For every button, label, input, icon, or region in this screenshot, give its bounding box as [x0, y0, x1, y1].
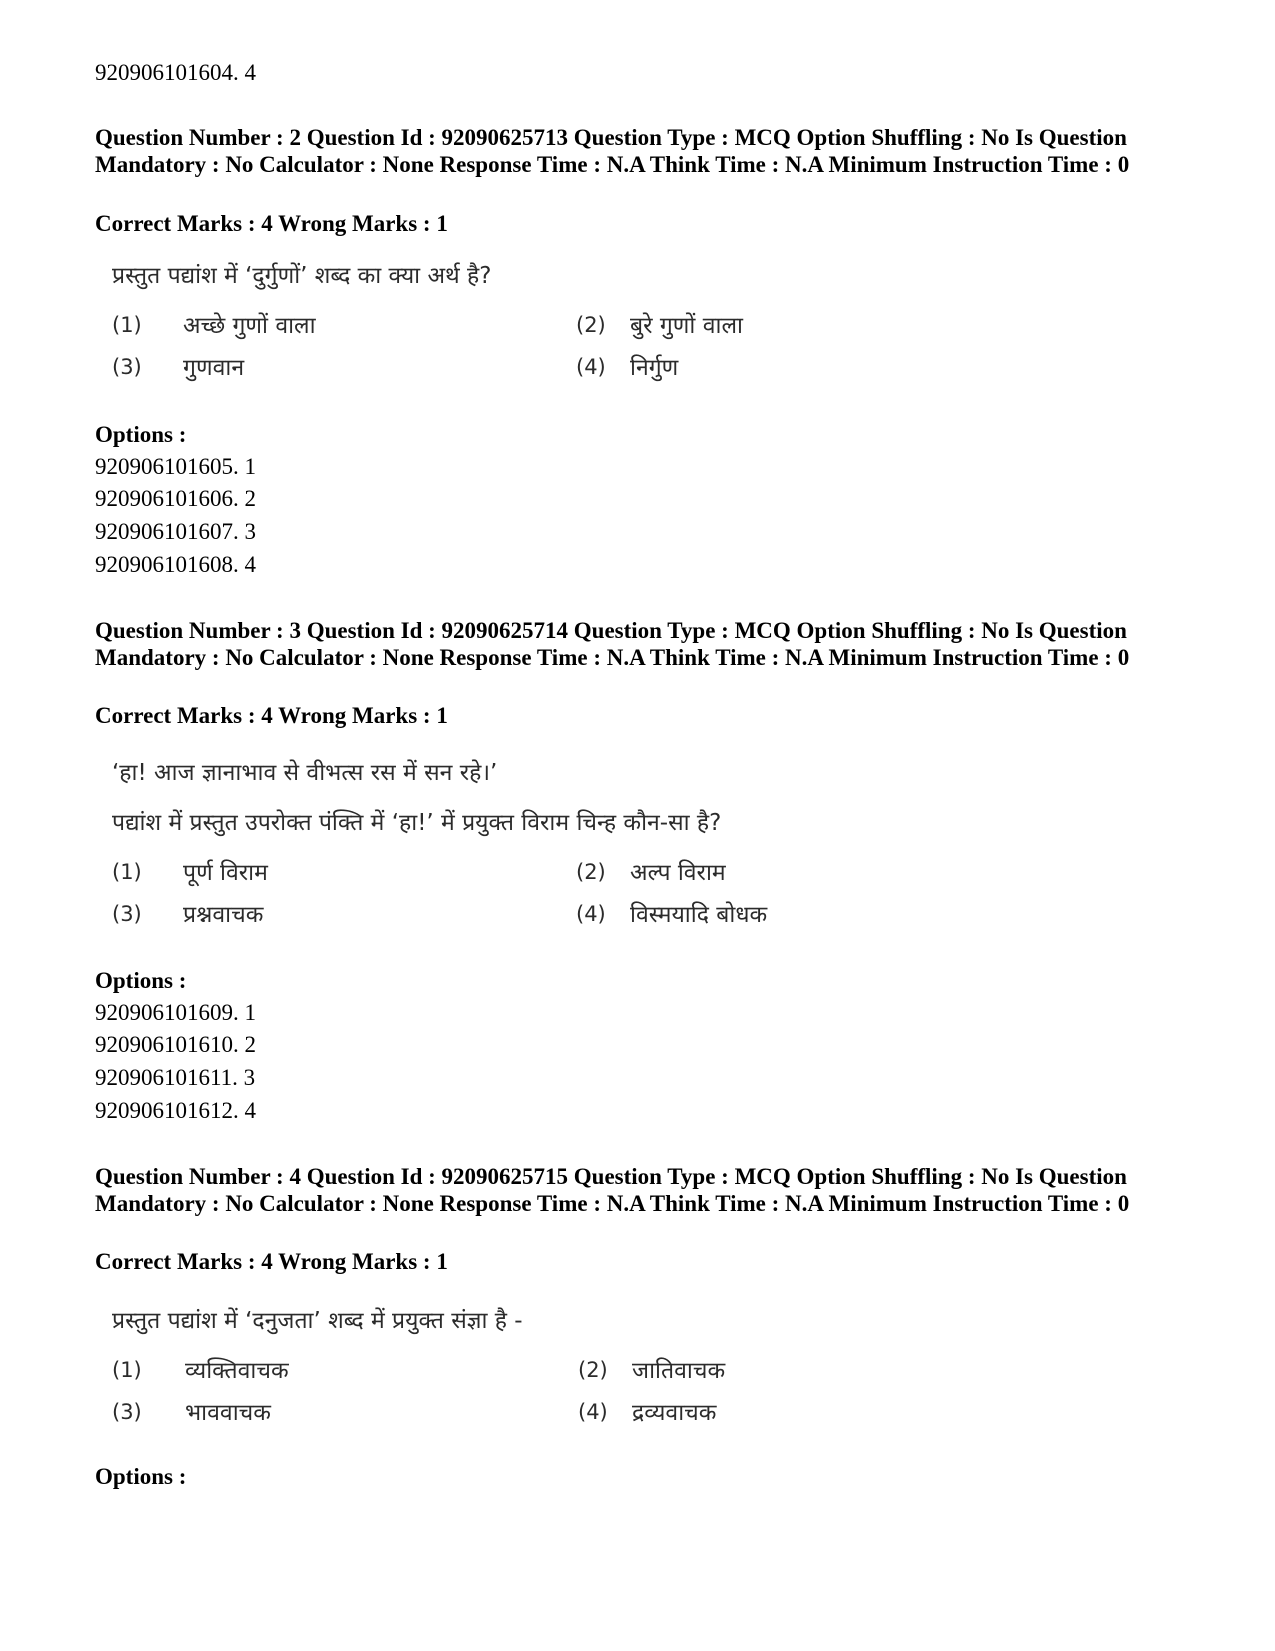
option-line: 920906101612. 4	[95, 1098, 256, 1123]
q4-choice-4-text: द्रव्यवाचक	[632, 1400, 717, 1426]
question-4-marks: Correct Marks : 4 Wrong Marks : 1	[95, 1249, 448, 1274]
q4-choice-1-number: (1)	[112, 1358, 142, 1382]
q3-choice-4-number: (4)	[576, 902, 606, 926]
q4-choice-4-number: (4)	[578, 1400, 608, 1424]
q3-choice-1-number: (1)	[112, 860, 142, 884]
question-4-options-label: Options :	[95, 1464, 187, 1489]
q2-choice-4-number: (4)	[576, 355, 606, 379]
q3-choice-2-text: अल्प विराम	[630, 860, 726, 886]
option-line: 920906101609. 1	[95, 1000, 256, 1025]
q4-choice-2-text: जातिवाचक	[632, 1358, 726, 1384]
option-line: 920906101607. 3	[95, 519, 256, 544]
option-line: 920906101610. 2	[95, 1032, 256, 1057]
q3-choice-2-number: (2)	[576, 860, 606, 884]
option-line: 920906101608. 4	[95, 552, 256, 577]
q2-choice-4-text: निर्गुण	[630, 355, 679, 381]
question-3-options-label: Options :	[95, 968, 187, 993]
question-2-options-label: Options :	[95, 422, 187, 447]
q4-choice-3-number: (3)	[112, 1400, 142, 1424]
question-2-text: प्रस्तुत पद्यांश में ‘दुर्गुणों’ शब्द का क्या अर्थ है?	[112, 263, 492, 289]
q4-choice-1-text: व्यक्तिवाचक	[185, 1358, 289, 1384]
q3-choice-1-text: पूर्ण विराम	[183, 860, 268, 886]
q2-choice-1-text: अच्छे गुणों वाला	[183, 313, 316, 339]
question-2-marks: Correct Marks : 4 Wrong Marks : 1	[95, 211, 448, 236]
option-line: 920906101605. 1	[95, 454, 256, 479]
question-4-text: प्रस्तुत पद्यांश में ‘दनुजता’ शब्द में प्रयुक्त संज्ञा है -	[112, 1308, 523, 1334]
option-line: 920906101606. 2	[95, 486, 256, 511]
question-3-text: पद्यांश में प्रस्तुत उपरोक्त पंक्ति में ‘हा!’ में प्रयुक्त विराम चिन्ह कौन-सा है?	[112, 810, 722, 836]
q4-choice-3-text: भाववाचक	[185, 1400, 271, 1426]
question-2-header: Question Number : 2 Question Id : 92090625713 Question Type : MCQ Option Shuffling : No Is Question Mandatory : No Calculator : None Response Time : N.A Think Time : N.A Minimum Instruction Time : 0	[95, 125, 1130, 177]
q3-choice-4-text: विस्मयादि बोधक	[630, 902, 768, 928]
q2-choice-3-text: गुणवान	[183, 355, 245, 381]
q2-choice-3-number: (3)	[112, 355, 142, 379]
question-3-quote: ‘हा! आज ज्ञानाभाव से वीभत्स रस में सन रहे।’	[112, 760, 498, 786]
question-4-header: Question Number : 4 Question Id : 92090625715 Question Type : MCQ Option Shuffling : No Is Question Mandatory : No Calculator : None Response Time : N.A Think Time : N.A Minimum Instruction Time : 0	[95, 1164, 1130, 1216]
q2-choice-2-text: बुरे गुणों वाला	[630, 313, 743, 339]
option-line: 920906101604. 4	[95, 60, 256, 85]
question-3-marks: Correct Marks : 4 Wrong Marks : 1	[95, 703, 448, 728]
q4-choice-2-number: (2)	[578, 1358, 608, 1382]
q2-choice-2-number: (2)	[576, 313, 606, 337]
q3-choice-3-text: प्रश्नवाचक	[183, 902, 264, 928]
option-line: 920906101611. 3	[95, 1065, 256, 1090]
q3-choice-3-number: (3)	[112, 902, 142, 926]
q2-choice-1-number: (1)	[112, 313, 142, 337]
question-3-header: Question Number : 3 Question Id : 92090625714 Question Type : MCQ Option Shuffling : No Is Question Mandatory : No Calculator : None Response Time : N.A Think Time : N.A Minimum Instruction Time : 0	[95, 618, 1130, 670]
